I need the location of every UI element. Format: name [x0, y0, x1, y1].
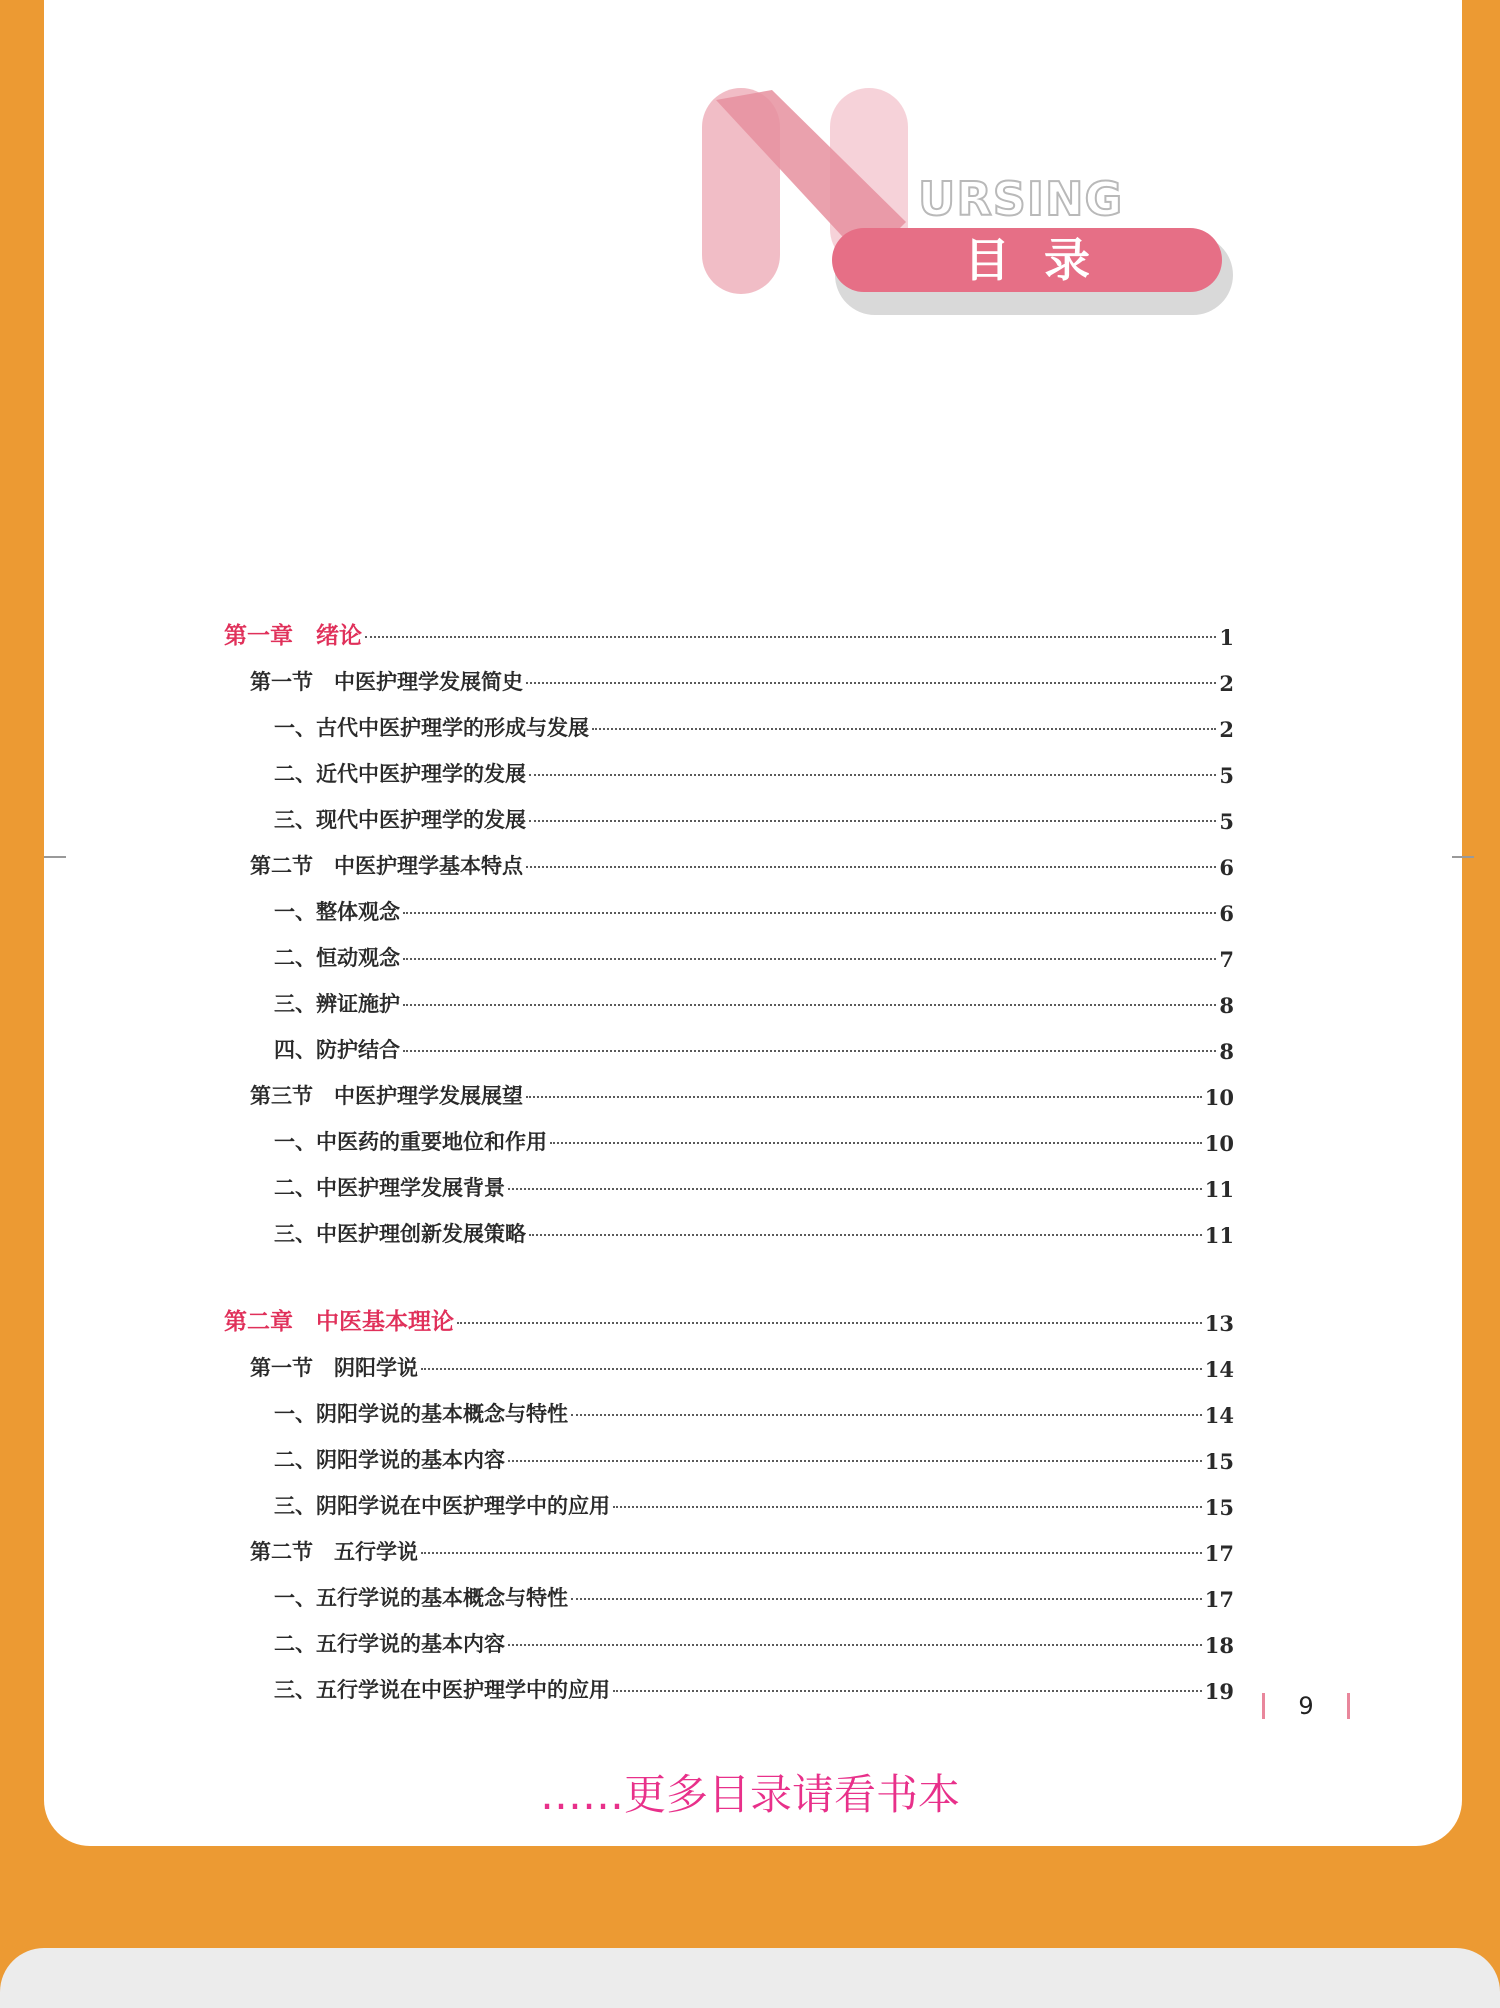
dot-leader [365, 636, 1216, 638]
toc-page-number: 19 [1204, 1679, 1234, 1704]
toc-entry-title: 三、五行学说在中医护理学中的应用 [274, 1677, 610, 1702]
toc-item-row[interactable] [224, 1156, 1234, 1202]
toc-entry-title: 一、中医药的重要地位和作用 [274, 1129, 547, 1154]
toc-entry-title: 第一节 阴阳学说 [250, 1355, 418, 1380]
logo-word: URSING [918, 172, 1124, 226]
toc-entry-title: 三、辨证施护 [274, 991, 400, 1016]
toc-entry-title: 二、近代中医护理学的发展 [274, 761, 526, 786]
toc-item-row[interactable] [224, 926, 1234, 972]
toc-entry-title: 三、阴阳学说在中医护理学中的应用 [274, 1493, 610, 1518]
toc-item-row[interactable] [224, 1566, 1234, 1612]
dot-leader [613, 1690, 1202, 1692]
toc-page-number: 5 [1219, 763, 1234, 788]
toc-entry-title: 二、恒动观念 [274, 945, 400, 970]
toc-section-row[interactable] [224, 1520, 1234, 1566]
toc-item-row[interactable] [224, 880, 1234, 926]
toc-page-number: 5 [1219, 809, 1234, 834]
dot-leader [421, 1552, 1202, 1554]
toc-chapter-row[interactable] [224, 1290, 1234, 1336]
toc-item-row[interactable] [224, 1474, 1234, 1520]
toc-page-number: 8 [1219, 1039, 1234, 1064]
toc-page-number: 15 [1204, 1495, 1234, 1520]
page-title: 目录 [964, 233, 1124, 287]
dot-leader [508, 1644, 1202, 1646]
toc-page-number: 17 [1204, 1587, 1234, 1612]
toc-page-number: 7 [1219, 947, 1234, 972]
toc-page-number: 6 [1219, 901, 1234, 926]
toc-page-number: 10 [1204, 1131, 1234, 1156]
toc-page-number: 14 [1204, 1357, 1234, 1382]
toc-page-number: 14 [1204, 1403, 1234, 1428]
toc-item-row[interactable] [224, 788, 1234, 834]
toc-page-number: 11 [1204, 1223, 1234, 1248]
toc-item-row[interactable] [224, 1382, 1234, 1428]
toc-page-number: 2 [1219, 671, 1234, 696]
table-of-contents [224, 604, 1234, 1704]
dot-leader [529, 1234, 1202, 1236]
dot-leader [529, 820, 1216, 822]
toc-entry-title: 第二章 中医基本理论 [224, 1308, 454, 1335]
n-logo-graphic [0, 0, 1500, 330]
nursing-logo [0, 0, 1500, 330]
page-number-bar-right [1347, 1693, 1350, 1719]
toc-page-number: 18 [1204, 1633, 1234, 1658]
dot-leader [526, 682, 1216, 684]
toc-entry-title: 三、中医护理创新发展策略 [274, 1221, 526, 1246]
toc-entry-title: 四、防护结合 [274, 1037, 400, 1062]
toc-page-number: 15 [1204, 1449, 1234, 1474]
left-margin-mark [44, 856, 66, 858]
toc-page-number: 11 [1204, 1177, 1234, 1202]
toc-item-row[interactable] [224, 1612, 1234, 1658]
toc-page-number: 1 [1219, 625, 1234, 650]
dot-leader [526, 1096, 1202, 1098]
page-number: 9 [1298, 1692, 1314, 1720]
toc-page-number: 13 [1204, 1311, 1234, 1336]
toc-page-number: 8 [1219, 993, 1234, 1018]
toc-entry-title: 一、五行学说的基本概念与特性 [274, 1585, 568, 1610]
dot-leader [403, 912, 1216, 914]
toc-entry-title: 第二节 中医护理学基本特点 [250, 853, 523, 878]
more-contents-note: ……更多目录请看书本 [539, 1770, 960, 1819]
toc-section-row[interactable] [224, 650, 1234, 696]
toc-item-row[interactable] [224, 742, 1234, 788]
dot-leader [592, 728, 1216, 730]
toc-page-number: 10 [1204, 1085, 1234, 1110]
toc-item-row[interactable] [224, 1018, 1234, 1064]
toc-item-row[interactable] [224, 696, 1234, 742]
chapter-gap [224, 1248, 1234, 1290]
toc-page-number: 17 [1204, 1541, 1234, 1566]
toc-section-row[interactable] [224, 834, 1234, 880]
dot-leader [613, 1506, 1202, 1508]
toc-chapter-row[interactable] [224, 604, 1234, 650]
toc-entry-title: 第二节 五行学说 [250, 1539, 418, 1564]
dot-leader [457, 1322, 1202, 1324]
page-number-block [1262, 1688, 1350, 1724]
dot-leader [571, 1414, 1202, 1416]
dot-leader [571, 1598, 1202, 1600]
page-number-bar-left [1262, 1693, 1265, 1719]
toc-section-row[interactable] [224, 1336, 1234, 1382]
toc-item-row[interactable] [224, 1428, 1234, 1474]
toc-entry-title: 一、古代中医护理学的形成与发展 [274, 715, 589, 740]
toc-entry-title: 一、阴阳学说的基本概念与特性 [274, 1401, 568, 1426]
toc-entry-title: 三、现代中医护理学的发展 [274, 807, 526, 832]
bottom-panel [0, 1948, 1500, 2008]
toc-page-number: 6 [1219, 855, 1234, 880]
toc-entry-title: 第一节 中医护理学发展简史 [250, 669, 523, 694]
toc-item-row[interactable] [224, 1658, 1234, 1704]
dot-leader [550, 1142, 1202, 1144]
dot-leader [529, 774, 1216, 776]
toc-section-row[interactable] [224, 1064, 1234, 1110]
dot-leader [421, 1368, 1202, 1370]
toc-item-row[interactable] [224, 972, 1234, 1018]
dot-leader [403, 1004, 1216, 1006]
dot-leader [526, 866, 1216, 868]
toc-entry-title: 二、五行学说的基本内容 [274, 1631, 505, 1656]
right-margin-mark [1452, 856, 1474, 858]
toc-entry-title: 二、阴阳学说的基本内容 [274, 1447, 505, 1472]
toc-entry-title: 二、中医护理学发展背景 [274, 1175, 505, 1200]
dot-leader [403, 1050, 1216, 1052]
toc-item-row[interactable] [224, 1202, 1234, 1248]
dot-leader [508, 1460, 1202, 1462]
dot-leader [403, 958, 1216, 960]
toc-entry-title: 第一章 绪论 [224, 622, 362, 649]
toc-item-row[interactable] [224, 1110, 1234, 1156]
dot-leader [508, 1188, 1202, 1190]
toc-entry-title: 一、整体观念 [274, 899, 400, 924]
toc-entry-title: 第三节 中医护理学发展展望 [250, 1083, 523, 1108]
toc-page-number: 2 [1219, 717, 1234, 742]
